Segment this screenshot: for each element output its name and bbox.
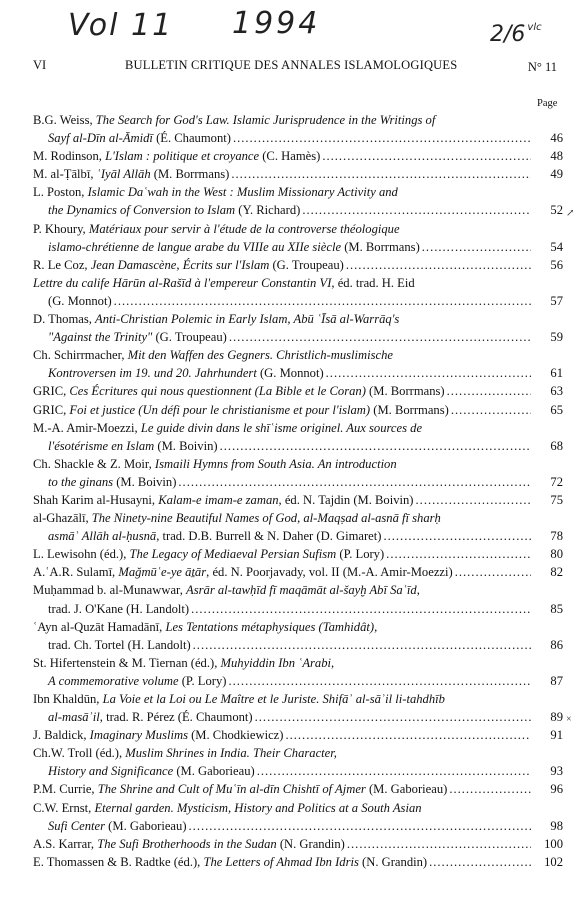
toc-entry-line: al-Ghazālī, The Ninety-nine Beautiful Names of God, al-Maqṣad al-asnā fī sharḥ [33,511,441,526]
toc-entry-line [33,129,563,147]
toc-entry-line [33,527,563,545]
toc-entry-line [33,672,563,690]
toc-entry [33,581,563,617]
toc-entry [33,455,563,491]
toc-entry-page: 87 [550,673,563,688]
toc-entry-text: al-masāʾil, trad. R. Pérez (É. Chaumont) [48,710,253,725]
toc-entry-text: L. Lewisohn (éd.), The Legacy of Mediaeval Persian Sufism (P. Lory) [33,547,385,562]
toc-entry-line: Lettre du calife Hārūn al-Rašīd à l'empereur Constantin VI, éd. trad. H. Eid [33,275,415,290]
dot-leader [233,129,531,147]
toc-entry [33,419,563,455]
toc-entry [33,256,563,274]
dot-leader [178,473,531,491]
toc-entry [33,274,563,310]
toc-entry-page: 72 [550,474,563,489]
toc-entry-page: 98 [550,818,563,833]
toc-entry [33,853,563,871]
toc-entry-page: 65 [550,402,563,417]
toc-entry-line [33,817,563,835]
toc-entry-line: Ch.W. Troll (éd.), Muslim Shrines in India. Their Character, [33,746,337,761]
toc-entry-page: 52 [550,203,563,218]
toc-entry-line [33,292,563,310]
dot-leader [449,780,531,798]
toc-entry [33,346,563,382]
toc-entry-line [33,600,563,618]
toc-entry-line [33,238,563,256]
dot-leader [422,238,531,256]
dot-leader [326,364,531,382]
toc-entry-line [33,636,563,654]
toc-entry-text: Sayf al-Dīn al-Āmidī (É. Chaumont) [48,131,231,146]
toc-entry-page: 46 [550,131,563,146]
toc-entry-text: Sufi Center (M. Gaborieau) [48,818,187,833]
handwritten-reference-suffix: vlc [527,22,542,33]
toc-entry-page: 68 [550,438,563,453]
handwritten-reference-note [490,22,542,47]
toc-entry [33,780,563,798]
toc-entry-page: 63 [550,384,563,399]
toc-entry-page: 89 [550,710,563,725]
toc-entry [33,401,563,419]
toc-entry-text: A commemorative volume (P. Lory) [48,673,227,688]
toc-entry-page: 49 [550,167,563,182]
toc-entry-page: 82 [550,565,563,580]
toc-entry [33,165,563,183]
toc-entry-text: islamo-chrétienne de langue arabe du VIIIe au XIIe siècle (M. Borrmans) [48,239,420,254]
toc-entry [33,545,563,563]
dot-leader [257,762,531,780]
header-issue-number: N° 11 [527,60,557,74]
dot-leader [429,853,531,871]
toc-entry-text: to the ginans (M. Boivin) [48,474,177,489]
toc-entry-text: M. Rodinson, L'Islam : politique et croyance (C. Hamès) [33,149,321,164]
margin-pencil-mark: × [566,714,572,726]
margin-pencil-mark: ↗ [566,207,575,219]
toc-entry-page: 85 [550,601,563,616]
toc-entry-line [33,780,563,798]
toc-entry-page: 48 [550,149,563,164]
toc-entry-page: 78 [550,529,563,544]
running-header [33,58,557,76]
toc-entry-line: St. Hifertenstein & M. Tiernan (éd.), Muhyiddin Ibn ʿArabi, [33,655,335,670]
handwritten-year-note: 1994 [232,6,321,41]
toc-entry [33,835,563,853]
dot-leader [386,545,531,563]
toc-entry-page: 57 [550,293,563,308]
page-column-label: Page [537,98,558,109]
toc-entry-page: 91 [550,728,563,743]
toc-entry-text: Kontroversen im 19. und 20. Jahrhundert (G. Monnot) [48,366,324,381]
toc-entry-text: asmāʾ Allāh al-ḥusnā, trad. D.B. Burrell & N. Daher (D. Gimaret) [48,529,382,544]
toc-entry-text: A.ʿA.R. Sulamī, Maǧmūʿe-ye āṯār, éd. N. Poorjavady, vol. II (M.-A. Amir-Moezzi) [33,565,453,580]
toc-entry-line [33,545,563,563]
toc-entry-line [33,835,563,853]
toc-entry-line: L. Poston, Islamic Daʿwah in the West : Muslim Missionary Activity and [33,185,398,200]
toc-entry-line [33,762,563,780]
toc-entry-text: Shah Karim al-Husayni, Kalam-e imam-e zaman, éd. N. Tajdin (M. Boivin) [33,492,414,507]
toc-entry [33,744,563,780]
toc-entry-page: 86 [550,637,563,652]
dot-leader [455,563,531,581]
dot-leader [220,437,531,455]
dot-leader [189,817,531,835]
toc-entry-line [33,708,563,726]
dot-leader [285,726,531,744]
toc-entry-line [33,201,563,219]
toc-entry [33,183,575,219]
toc-entry-line [33,165,563,183]
toc-entry-line: Ibn Khaldūn, La Voie et la Loi ou Le Maître et le Juriste. Shifāʾ al-sāʾil li-tahdhīb [33,692,445,706]
toc-entry [33,654,563,690]
toc-entry-text: J. Baldick, Imaginary Muslims (M. Chodkiewicz) [33,728,284,743]
toc-entry-page: 96 [550,782,563,797]
toc-entry [33,111,563,147]
toc-entry [33,726,563,744]
toc-entry-text: M. al-Ṭālbī, ʿIyāl Allāh (M. Borrmans) [33,167,230,182]
toc-entry-line [33,328,563,346]
toc-entry [33,220,563,256]
dot-leader [447,382,531,400]
toc-entry-text: "Against the Trinity" (G. Troupeau) [48,330,227,345]
toc-entry [33,382,563,400]
dot-leader [383,527,531,545]
toc-entry-page: 75 [550,492,563,507]
toc-entry-page: 80 [550,547,563,562]
toc-entry-text: P.M. Currie, The Shrine and Cult of Muʿīn al-dīn Chishtī of Ajmer (M. Gaborieau) [33,782,448,797]
toc-entry-page: 59 [550,330,563,345]
toc-entry [33,491,563,509]
dot-leader [322,147,531,165]
toc-entry-line: Ch. Schirrmacher, Mit den Waffen des Gegners. Christlich-muslimische [33,348,393,363]
toc-entry-page: 93 [550,764,563,779]
toc-entry-line [33,401,563,419]
toc-entry-text: trad. J. O'Kane (H. Landolt) [48,601,190,616]
toc-entry-text: (G. Monnot) [48,293,112,308]
handwritten-reference: 2/6 [490,22,526,47]
toc-entry-line [33,491,563,509]
toc-entry-line: Ch. Shackle & Z. Moir, Ismaili Hymns from South Asia. An introduction [33,456,397,471]
header-journal-title: BULLETIN CRITIQUE DES ANNALES ISLAMOLOGIQUES [125,58,458,72]
dot-leader [229,328,531,346]
dot-leader [114,292,531,310]
toc-entry-line: Muḥammad b. al-Munawwar, Asrār al-tawḥīd fī maqāmāt al-šayḫ Abī Saʿīd, [33,583,420,598]
dot-leader [346,256,531,274]
toc-entry [33,690,572,726]
dot-leader [451,401,531,419]
toc-entry [33,618,563,654]
header-page-number: VI [33,58,47,72]
toc-entry [33,310,563,346]
toc-entry-page: 100 [544,836,563,851]
dot-leader [255,708,531,726]
toc-entry-line [33,437,563,455]
dot-leader [193,636,531,654]
toc-entry-page: 56 [550,257,563,272]
toc-entry-line [33,364,563,382]
toc-entry-line [33,726,563,744]
dot-leader [191,600,531,618]
dot-leader [416,491,531,509]
toc-entry-page: 102 [544,854,563,869]
toc-entry-text: the Dynamics of Conversion to Islam (Y. Richard) [48,203,301,218]
handwritten-volume-note: Vol 11 [68,8,174,43]
toc-entry-text: R. Le Coz, Jean Damascène, Écrits sur l'Islam (G. Troupeau) [33,257,344,272]
toc-entry-text: History and Significance (M. Gaborieau) [48,764,255,779]
toc-entry-text: GRIC, Ces Écritures qui nous questionnent (La Bible et le Coran) (M. Borrmans) [33,384,445,399]
toc-entry-page: 61 [550,366,563,381]
toc-entry-line: P. Khoury, Matériaux pour servir à l'étude de la controverse théologique [33,221,400,236]
toc-entry-line [33,382,563,400]
toc-entry-line: B.G. Weiss, The Search for God's Law. Islamic Jurisprudence in the Writings of [33,113,436,127]
toc-entry-text: A.S. Karrar, The Sufi Brotherhoods in the Sudan (N. Grandin) [33,836,345,851]
dot-leader [228,672,531,690]
toc-entry-text: E. Thomassen & B. Radtke (éd.), The Letters of Ahmad Ibn Idris (N. Grandin) [33,854,428,869]
toc-entry-page: 54 [550,239,563,254]
toc-entry-line [33,853,563,871]
toc-entry-line [33,256,563,274]
dot-leader [302,201,531,219]
toc-entry-line: M.-A. Amir-Moezzi, Le guide divin dans le shīʿisme originel. Aux sources de [33,420,423,435]
toc-entry [33,509,563,545]
toc-entry-line: ʿAyn al-Quzāt Hamadānī, Les Tentations métaphysiques (Tamhidât), [33,619,378,634]
toc-entry-line [33,147,563,165]
toc-entry-text: l'ésotérisme en Islam (M. Boivin) [48,438,218,453]
dot-leader [231,165,531,183]
toc-entry [33,147,563,165]
toc-entry-text: GRIC, Foi et justice (Un défi pour le christianisme et pour l'islam) (M. Borrmans) [33,402,449,417]
table-of-contents [33,111,575,871]
toc-entry-line [33,473,563,491]
toc-entry [33,799,563,835]
dot-leader [347,835,531,853]
toc-entry-line [33,563,563,581]
toc-entry-text: trad. Ch. Tortel (H. Landolt) [48,637,191,652]
toc-entry [33,563,563,581]
toc-entry-line: D. Thomas, Anti-Christian Polemic in Early Islam, Abū ʿĪsā al-Warrāq's [33,312,400,327]
toc-entry-line: C.W. Ernst, Eternal garden. Mysticism, History and Politics at a South Asian [33,800,422,815]
